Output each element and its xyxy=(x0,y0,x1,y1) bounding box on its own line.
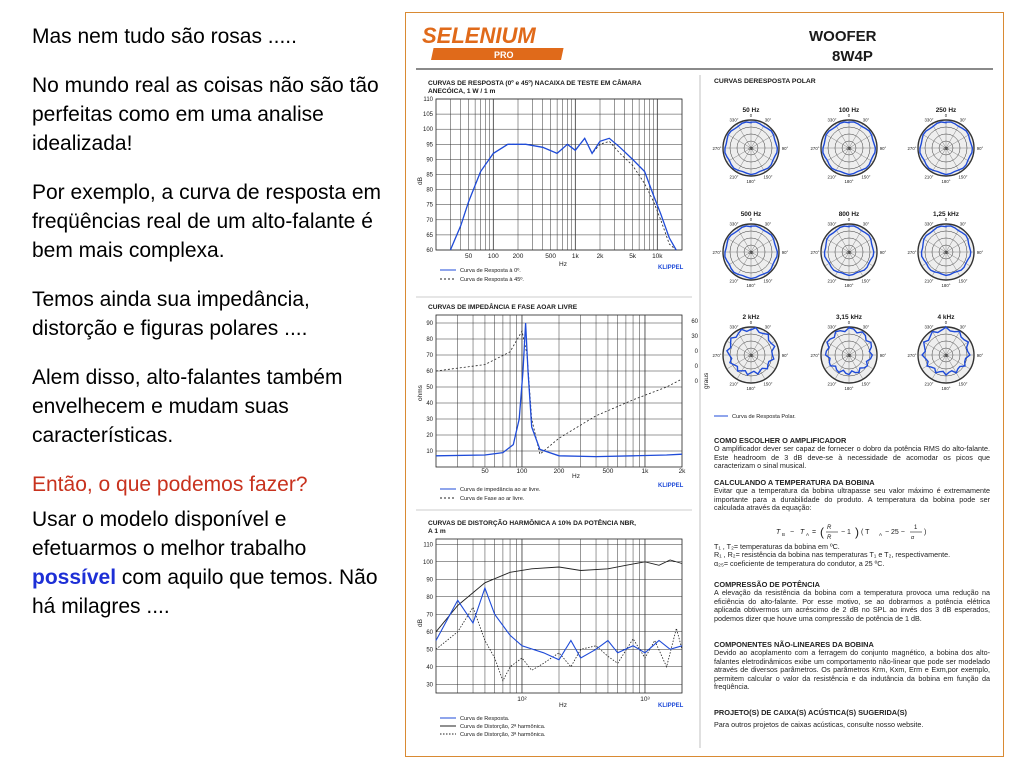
chart1-ytick: 75 xyxy=(426,202,433,209)
paragraph-7 xyxy=(32,505,387,621)
polar-angle-label: 30° xyxy=(959,117,967,123)
polar-plot-7 xyxy=(713,314,789,391)
polar-angle-label: 30° xyxy=(862,324,870,330)
brand-sub: PRO xyxy=(494,50,514,60)
polar-angle-label: 90° xyxy=(879,146,887,151)
frequency-response-chart xyxy=(423,97,682,260)
polar-angle-label: 330° xyxy=(924,117,934,123)
brand-logo xyxy=(422,23,564,60)
chart1-title-1: CURVAS DE RESPOSTA (0º e 45º) NACAIXA DE TESTE EM CÂMARA xyxy=(428,80,642,87)
polar-angle-label: 90° xyxy=(976,146,984,151)
paragraph-2: No mundo real as coisas não são tão perfeitas como em uma analise idealizada! xyxy=(32,74,379,155)
brand-name: SELENIUM xyxy=(422,23,536,48)
chart3-ytick: 90 xyxy=(426,577,433,584)
polar-angle-label: 0 xyxy=(944,217,948,222)
polar-angle-label: 150° xyxy=(763,381,773,387)
temperature-note-2: R₁ , R₂= resistência da bobina nas temperaturas T₁ e T₂, respectivamente. xyxy=(714,550,951,560)
chart3-xlabel: Hz xyxy=(559,702,567,709)
polar-angle-label: 270° xyxy=(712,353,722,358)
model-code: 8W4P xyxy=(832,48,873,65)
polar-plot-1 xyxy=(713,107,789,184)
chart3-ytick: 30 xyxy=(426,682,433,689)
chart2-right-tick: 0 xyxy=(694,379,698,385)
paragraph-3: Por exemplo, a curva de resposta em freqüências real de um alto-falante é bem mais complexa. xyxy=(32,181,382,262)
equation-rest: ( T xyxy=(861,529,870,536)
compression-heading: COMPRESSÃO DE POTÊNCIA xyxy=(714,580,820,589)
polar-freq-label: 4 kHz xyxy=(937,314,955,321)
amplifier-text: O amplificador dever ser capaz de fornecer o dobro da potência RMS do alto-falante. Este headroom de 3 dB deve-se à necessidade de acomodar os picos que caracterizam o sinal musical. xyxy=(714,444,990,471)
chart2-xlabel: Hz xyxy=(572,473,580,480)
chart3-xtick: 10³ xyxy=(640,696,650,703)
polar-angle-label: 150° xyxy=(958,381,968,387)
slide-text xyxy=(32,22,387,641)
polar-angle-label: 90° xyxy=(781,353,789,358)
chart1-ytick: 65 xyxy=(426,232,433,239)
chart3-xtick: 10² xyxy=(517,696,527,703)
projects-text: Para outros projetos de caixas acústicas, consulte nosso website. xyxy=(714,720,924,730)
highlight-word: possível xyxy=(32,566,117,589)
polar-angle-label: 180° xyxy=(746,179,756,184)
polar-angle-label: 150° xyxy=(763,278,773,284)
chart3-title-2: A 1 m xyxy=(428,528,446,535)
polar-db-label: dB xyxy=(943,146,949,151)
polar-angle-label: 30° xyxy=(959,324,967,330)
chart2-xtick: 200 xyxy=(553,468,565,475)
impedance-chart xyxy=(426,315,698,475)
polar-angle-label: 180° xyxy=(844,283,854,288)
polar-angle-label: 180° xyxy=(941,179,951,184)
polar-angle-label: 90° xyxy=(781,250,789,255)
chart1-ytick: 80 xyxy=(426,187,433,194)
polar-angle-label: 30° xyxy=(862,117,870,123)
polar-angle-label: 90° xyxy=(879,250,887,255)
amplifier-heading: COMO ESCOLHER O AMPLIFICADOR xyxy=(714,436,847,445)
polar-grid xyxy=(713,107,984,391)
polar-angle-label: 0 xyxy=(944,320,948,325)
polar-plot-2 xyxy=(811,107,887,184)
polar-angle-label: 330° xyxy=(729,324,739,330)
polar-angle-label: 270° xyxy=(810,146,820,151)
chart2-xtick: 50 xyxy=(481,468,489,475)
chart2-right-tick: 60 xyxy=(691,319,698,325)
polar-db-label: dB xyxy=(846,146,852,151)
polar-title: CURVAS DERESPOSTA POLAR xyxy=(714,78,816,85)
polar-angle-label: 90° xyxy=(879,353,887,358)
model-type: WOOFER xyxy=(809,28,877,45)
temperature-text: Evitar que a temperatura da bobina ultrapasse seu valor máximo é extremamente importante para a durabilidade do produto. A temperatura da bobina pode ser calculada através da equação: xyxy=(714,486,990,513)
temperature-note-3: α₂₅= coeficiente de temperatura do condutor, a 25 ºC. xyxy=(714,558,885,568)
polar-angle-label: 210° xyxy=(924,381,934,387)
equation-ta: T xyxy=(800,529,805,536)
polar-angle-label: 210° xyxy=(827,174,837,180)
polar-angle-label: 0 xyxy=(749,217,753,222)
polar-db-label: dB xyxy=(748,146,754,151)
polar-angle-label: 150° xyxy=(861,278,871,284)
chart3-ytick: 80 xyxy=(426,594,433,601)
section-amplifier xyxy=(714,437,990,471)
polar-db-label: dB xyxy=(748,250,754,255)
chart1-xtick: 5k xyxy=(629,253,637,260)
section-projects xyxy=(714,709,990,730)
chart2-ylabel-right: graus xyxy=(703,372,710,389)
chart3-ytick: 40 xyxy=(426,664,433,671)
chart2-ytick: 10 xyxy=(426,449,433,455)
chart1-xtick: 100 xyxy=(487,253,499,260)
polar-db-label: dB xyxy=(846,250,852,255)
polar-plot-5 xyxy=(811,211,887,288)
polar-freq-label: 100 Hz xyxy=(838,107,860,114)
polar-angle-label: 30° xyxy=(764,117,772,123)
chart1-ytick: 110 xyxy=(423,97,433,103)
equation-minus: − xyxy=(790,529,795,536)
polar-angle-label: 150° xyxy=(763,174,773,180)
chart2-ylabel-left: ohms xyxy=(417,385,424,401)
equation-minus-1: − 1 xyxy=(841,529,851,536)
section-temperature xyxy=(714,479,990,513)
chart2-xtick: 100 xyxy=(516,468,528,475)
nonlinear-text: Devido ao acoplamento com a ferragem do conjunto magnético, a bobina dos alto-falantes eletrodinâmicos exibe um comportamento não-linear que pode ser modelado através de diversos parâmetros. Os parâmetros Krm, Kxm, Erm e Exm,por exemplo, permitem calcular o valor da resistência e da indutância da bobina em função da freqüência. xyxy=(714,648,990,692)
polar-plot-9 xyxy=(908,314,984,391)
chart1-title-2: ANECÓICA, 1 W / 1 m xyxy=(428,88,496,95)
nonlinear-heading: COMPONENTES NÃO-LINEARES DA BOBINA xyxy=(714,640,874,649)
chart1-ylabel: dB xyxy=(417,177,424,185)
klippel-logo-3: KLIPPEL xyxy=(658,703,684,709)
temperature-note-1: T₁ , T₂= temperaturas da bobina em ºC. xyxy=(714,542,840,551)
equation-eq: = xyxy=(812,529,817,536)
polar-angle-label: 0 xyxy=(847,217,851,222)
polar-angle-label: 210° xyxy=(729,278,739,284)
polar-angle-label: 210° xyxy=(729,174,739,180)
chart1-xtick: 200 xyxy=(512,253,524,260)
polar-angle-label: 180° xyxy=(844,179,854,184)
polar-angle-label: 330° xyxy=(827,324,837,330)
response-45-curve xyxy=(450,138,676,250)
equation-alpha: α xyxy=(911,535,915,541)
polar-freq-label: 800 Hz xyxy=(838,211,860,218)
paragraph-7a: Usar o modelo disponível e efetuarmos o melhor trabalho xyxy=(32,508,307,560)
chart2-right-tick: 30 xyxy=(691,334,698,340)
polar-angle-label: 270° xyxy=(712,250,722,255)
chart2-ytick: 40 xyxy=(426,401,433,407)
chart1-ytick: 85 xyxy=(426,172,433,179)
polar-plot-3 xyxy=(908,107,984,184)
polar-angle-label: 180° xyxy=(746,386,756,391)
polar-angle-label: 270° xyxy=(712,146,722,151)
polar-angle-label: 150° xyxy=(861,174,871,180)
section-compression xyxy=(714,581,990,623)
chart3-ylabel: dB xyxy=(417,619,424,627)
polar-freq-label: 250 Hz xyxy=(935,107,957,114)
chart3-ytick: 60 xyxy=(426,629,433,636)
polar-legend: Curva de Resposta Polar. xyxy=(732,414,796,420)
section-nonlinear xyxy=(714,641,990,691)
paragraph-4: Temos ainda sua impedância, distorção e figuras polares .... xyxy=(32,288,310,340)
polar-angle-label: 270° xyxy=(810,250,820,255)
chart2-xtick: 2k xyxy=(678,468,686,475)
equation-sub-a2: A xyxy=(879,532,883,537)
chart3-ytick: 100 xyxy=(422,559,433,566)
polar-angle-label: 150° xyxy=(958,278,968,284)
speaker-datasheet xyxy=(405,12,1004,757)
polar-db-label: dB xyxy=(943,353,949,358)
chart2-ytick: 70 xyxy=(426,353,433,359)
equation-rb: R xyxy=(827,525,832,531)
polar-angle-label: 90° xyxy=(976,250,984,255)
chart1-legend-2: Curva de Resposta à 45º. xyxy=(460,277,524,283)
paragraph-1: Mas nem tudo são rosas ..... xyxy=(32,25,297,48)
equation-ra: R xyxy=(827,535,832,541)
temperature-heading: CALCULANDO A TEMPERATURA DA BOBINA xyxy=(714,478,875,487)
chart1-ytick: 90 xyxy=(426,157,433,164)
chart2-right-tick: 0 xyxy=(694,364,698,370)
polar-freq-label: 3,15 kHz xyxy=(835,314,863,321)
temperature-notes xyxy=(714,543,990,568)
polar-angle-label: 180° xyxy=(941,283,951,288)
polar-angle-label: 330° xyxy=(729,117,739,123)
polar-angle-label: 90° xyxy=(781,146,789,151)
chart2-ytick: 60 xyxy=(426,369,433,375)
polar-angle-label: 180° xyxy=(844,386,854,391)
polar-angle-label: 30° xyxy=(764,324,772,330)
chart1-ytick: 95 xyxy=(426,142,433,149)
chart1-xtick: 2k xyxy=(596,253,604,260)
polar-angle-label: 270° xyxy=(907,250,917,255)
chart1-xtick: 1k xyxy=(571,253,579,260)
polar-plot-4 xyxy=(713,211,789,288)
equation-sub-a: A xyxy=(806,532,810,537)
polar-angle-label: 270° xyxy=(907,146,917,151)
polar-plot-6 xyxy=(908,211,984,288)
paragraph-5: Alem disso, alto-falantes também envelhecem e mudam suas características. xyxy=(32,366,343,447)
polar-plot-8 xyxy=(811,314,887,391)
polar-freq-label: 2 kHz xyxy=(742,314,760,321)
chart1-xlabel: Hz xyxy=(559,261,567,268)
chart1-xtick: 50 xyxy=(465,253,473,260)
polar-angle-label: 330° xyxy=(729,221,739,227)
chart1-xtick: 500 xyxy=(545,253,557,260)
chart2-legend-2: Curva de Fase ao ar livre. xyxy=(460,496,525,502)
polar-angle-label: 330° xyxy=(924,221,934,227)
polar-freq-label: 500 Hz xyxy=(740,211,762,218)
polar-angle-label: 330° xyxy=(827,221,837,227)
chart1-ytick: 70 xyxy=(426,217,433,224)
paragraph-7c: com aquilo que temos. Não há milagres .... xyxy=(32,566,378,618)
polar-angle-label: 0 xyxy=(749,113,753,118)
polar-angle-label: 90° xyxy=(976,353,984,358)
chart2-ytick: 50 xyxy=(426,385,433,391)
polar-angle-label: 210° xyxy=(924,278,934,284)
chart2-ytick: 30 xyxy=(426,417,433,423)
polar-freq-label: 1,25 kHz xyxy=(932,211,960,218)
equation-lhs: T xyxy=(776,529,781,536)
equation-sub-b: B xyxy=(782,532,786,537)
chart2-xtick: 500 xyxy=(602,468,614,475)
chart2-ytick: 90 xyxy=(426,321,433,327)
chart2-title: CURVAS DE IMPEDÂNCIA E FASE AOAR LIVRE xyxy=(428,304,578,311)
distortion-chart xyxy=(423,539,682,703)
chart1-ytick: 100 xyxy=(422,127,433,134)
equation-paren-close: ) xyxy=(855,525,859,539)
polar-angle-label: 0 xyxy=(749,320,753,325)
polar-angle-label: 330° xyxy=(827,117,837,123)
chart1-legend-1: Curva de Resposta à 0º. xyxy=(460,268,521,274)
chart1-xtick: 10k xyxy=(652,253,663,260)
klippel-logo-1: KLIPPEL xyxy=(658,265,684,271)
polar-angle-label: 330° xyxy=(924,324,934,330)
compression-text: A elevação da resistência da bobina com a temperatura provoca uma redução na eficiência do alto-falante. Por esse motivo, se ao dobrarmos a potência elétrica aplicada obtivermos um acréscimo de 2 dB no SPL ao invés dos 3 dB esperados, podemos dizer que houve uma compressão de potência de 1 dB. xyxy=(714,588,990,623)
polar-angle-label: 180° xyxy=(746,283,756,288)
chart3-legend-2: Curva de Distorção, 2ª harmônica. xyxy=(460,724,546,730)
chart2-ytick: 20 xyxy=(426,433,433,439)
projects-heading: PROJETO(S) DE CAIXA(S) ACÚSTICA(S) SUGERIDA(S) xyxy=(714,708,907,717)
polar-angle-label: 210° xyxy=(729,381,739,387)
polar-db-label: dB xyxy=(748,353,754,358)
polar-freq-label: 50 Hz xyxy=(742,107,760,114)
klippel-logo-2: KLIPPEL xyxy=(658,483,684,489)
polar-angle-label: 210° xyxy=(827,278,837,284)
equation-rest2: − 25 − xyxy=(885,529,905,536)
chart3-ytick: 70 xyxy=(426,612,433,619)
chart3-ytick: 50 xyxy=(426,647,433,654)
polar-db-label: dB xyxy=(846,353,852,358)
polar-angle-label: 180° xyxy=(941,386,951,391)
chart3-legend-1: Curva de Resposta. xyxy=(460,716,510,722)
polar-angle-label: 0 xyxy=(944,113,948,118)
polar-angle-label: 210° xyxy=(827,381,837,387)
chart2-ytick: 80 xyxy=(426,337,433,343)
polar-angle-label: 150° xyxy=(861,381,871,387)
polar-angle-label: 270° xyxy=(907,353,917,358)
polar-angle-label: 210° xyxy=(924,174,934,180)
response-0-curve xyxy=(450,138,676,250)
polar-db-label: dB xyxy=(943,250,949,255)
chart3-legend-3: Curva de Distorção, 3ª harmônica. xyxy=(460,732,546,738)
equation-one: 1 xyxy=(914,525,918,531)
temperature-equation xyxy=(776,525,926,541)
chart2-xtick: 1k xyxy=(641,468,649,475)
chart1-ytick: 60 xyxy=(426,248,433,254)
polar-angle-label: 0 xyxy=(847,113,851,118)
question-text: Então, o que podemos fazer? xyxy=(32,473,308,496)
equation-close: ) xyxy=(924,529,927,536)
chart2-legend-1: Curva de impedância ao ar livre. xyxy=(460,487,541,493)
equation-paren-open: ( xyxy=(820,525,824,539)
polar-angle-label: 30° xyxy=(959,221,967,227)
chart3-title-1: CURVAS DE DISTORÇÃO HARMÔNICA A 10% DA POTÊNCIA NBR, xyxy=(428,520,636,527)
chart3-ytick: 110 xyxy=(423,542,433,549)
polar-angle-label: 0 xyxy=(847,320,851,325)
polar-angle-label: 30° xyxy=(764,221,772,227)
chart2-right-tick: 0 xyxy=(694,349,698,355)
chart1-ytick: 105 xyxy=(422,112,433,119)
polar-angle-label: 150° xyxy=(958,174,968,180)
polar-angle-label: 30° xyxy=(862,221,870,227)
polar-angle-label: 270° xyxy=(810,353,820,358)
